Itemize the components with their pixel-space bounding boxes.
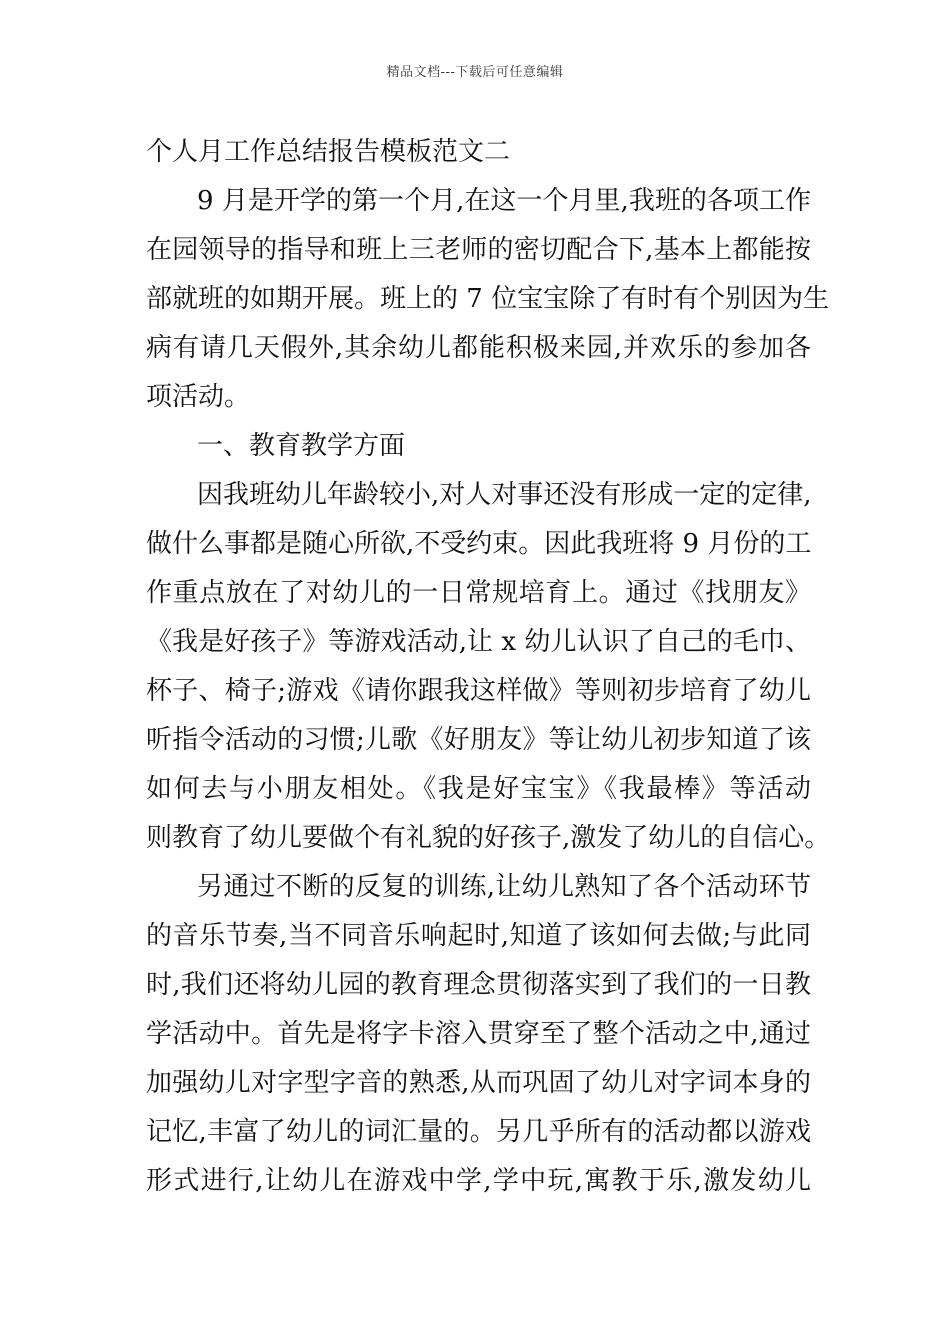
document-title: 个人月工作总结报告模板范文二 (146, 137, 511, 167)
paragraph-line: 《我是好孩子》等游戏活动,让 x 幼儿认识了自己的毛巾、 (146, 627, 811, 657)
paragraph-line: 另通过不断的反复的训练,让幼儿熟知了各个活动环节 (197, 872, 811, 902)
document-body (146, 128, 831, 1206)
paragraph-line: 学活动中。首先是将字卡溶入贯穿至了整个活动之中,通过 (146, 1019, 811, 1049)
paragraph-line: 作重点放在了对幼儿的一日常规培育上。通过《找朋友》 (146, 578, 811, 608)
paragraph-line: 9 月是开学的第一个月,在这一个月里,我班的各项工作 (197, 186, 811, 216)
paragraph-line: 则教育了幼儿要做个有礼貌的好孩子,激发了幼儿的自信心。 (146, 823, 831, 853)
section-heading-text: 一、教育教学方面 (197, 431, 406, 461)
paragraph-line: 部就班的如期开展。班上的 7 位宝宝除了有时有个别因为生 (146, 284, 830, 314)
paragraph-line: 听指令活动的习惯;儿歌《好朋友》等让幼儿初步知道了该 (146, 725, 811, 755)
paragraph (146, 177, 830, 422)
paragraph-line: 病有请几天假外,其余幼儿都能积极来园,并欢乐的参加各 (146, 333, 811, 363)
paragraph-line: 项活动。 (146, 382, 251, 412)
paragraph-line: 记忆,丰富了幼儿的词汇量的。另几乎所有的活动都以游戏 (146, 1117, 811, 1147)
paragraph-line: 在园领导的指导和班上三老师的密切配合下,基本上都能按 (146, 235, 811, 265)
paragraph-line: 的音乐节奏,当不同音乐响起时,知道了该如何去做;与此同 (146, 921, 811, 951)
paragraph (146, 863, 811, 1206)
paragraph-line: 如何去与小朋友相处。《我是好宝宝》《我最棒》等活动 (146, 774, 811, 804)
page-header: 精品文档---下载后可任意编辑 (386, 65, 564, 80)
paragraph (146, 471, 831, 863)
paragraph-line: 加强幼儿对字型字音的熟悉,从而巩固了幼儿对字词本身的 (146, 1068, 811, 1098)
paragraph-line: 杯子、椅子;游戏《请你跟我这样做》等则初步培育了幼儿 (146, 676, 811, 706)
section-heading (146, 422, 811, 471)
paragraph-line: 时,我们还将幼儿园的教育理念贯彻落实到了我们的一日教 (146, 970, 811, 1000)
paragraph-line: 形式进行,让幼儿在游戏中学,学中玩,寓教于乐,激发幼儿 (146, 1166, 811, 1196)
paragraph-line: 因我班幼儿年龄较小,对人对事还没有形成一定的定律, (197, 480, 812, 510)
paragraph-line: 做什么事都是随心所欲,不受约束。因此我班将 9 月份的工 (146, 529, 812, 559)
